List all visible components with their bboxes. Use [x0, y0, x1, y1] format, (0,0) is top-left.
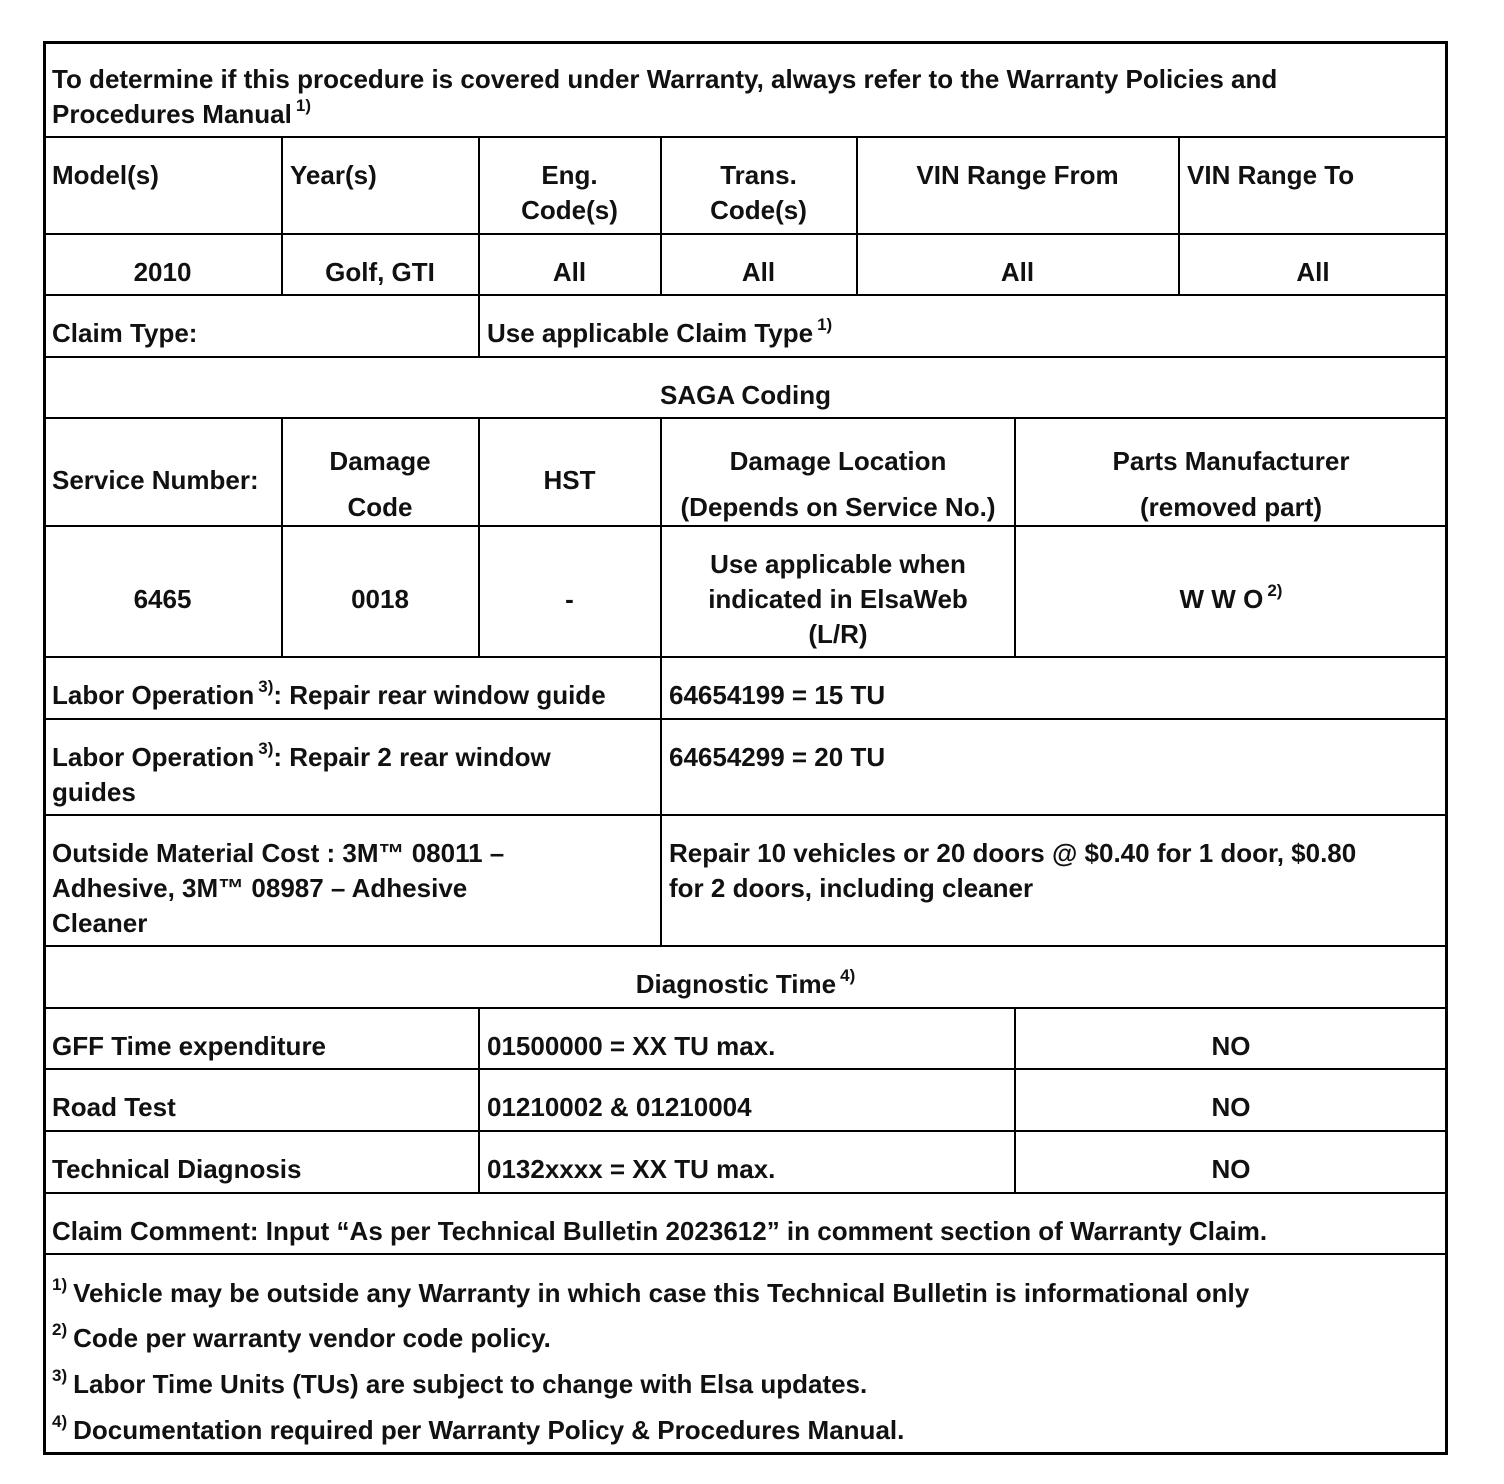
footnote-ref: 2) [1267, 581, 1283, 601]
parts-manufacturer-header: Parts Manufacturer (removed part) [1112, 446, 1350, 522]
border-top [43, 41, 1448, 44]
diagnostic-row-value: NO [1211, 1092, 1251, 1122]
labor-operation-value: 64654199 = 15 TU [669, 680, 886, 710]
vin-to-value: All [1296, 257, 1330, 287]
years-value: Golf, GTI [325, 257, 435, 287]
service-number-value: 6465 [133, 584, 192, 614]
models-header: Model(s) [52, 160, 159, 190]
row-divider [43, 814, 1448, 816]
diagnostic-row-label: Technical Diagnosis [52, 1154, 302, 1184]
row-divider [43, 356, 1448, 358]
claim-type-label: Claim Type: [52, 318, 198, 348]
footnote-mark: 4) [52, 1412, 68, 1432]
labor-operation-value: 64654299 = 20 TU [669, 742, 886, 772]
footnote-ref: 3) [258, 677, 274, 697]
eng-code-header: Eng. Code(s) [521, 160, 618, 225]
row-divider [43, 945, 1448, 947]
diagnostic-time-title: Diagnostic Time $^{4)}$ [635, 966, 856, 999]
warranty-notice-line1: To determine if this procedure is covered under Warranty, always refer to the Warranty Policies and [52, 64, 1278, 94]
row-divider [43, 136, 1448, 138]
row-divider [43, 294, 1448, 296]
footnote: $^{3)}$ Labor Time Units (TUs) are subject to change with Elsa updates. [52, 1366, 868, 1399]
row-divider [43, 1192, 1448, 1194]
vin-from-header: VIN Range From [916, 160, 1119, 190]
row-divider [43, 1130, 1448, 1132]
parts-manufacturer-value: W W O $^{2)}$ [1179, 581, 1283, 614]
footnote-ref: 1) [817, 315, 833, 335]
diagnostic-row-code: 0132xxxx = XX TU max. [487, 1154, 776, 1184]
diagnostic-row-value: NO [1211, 1031, 1251, 1061]
years-header: Year(s) [290, 160, 377, 190]
vin-from-value: All [1000, 257, 1035, 287]
row-divider [43, 233, 1448, 235]
footnote: $^{1)}$ Vehicle may be outside any Warranty in which case this Technical Bulletin is informational only [52, 1275, 1250, 1308]
claim-comment: Claim Comment: Input “As per Technical Bulletin 2023612” in comment section of Warranty Claim. [52, 1216, 1268, 1246]
footnote-ref: 4) [840, 966, 856, 986]
warranty-notice-line2: Procedures Manual $^{1)}$ [52, 96, 311, 129]
row-divider [43, 417, 1448, 419]
diagnostic-row-code: 01500000 = XX TU max. [487, 1031, 776, 1061]
diagnostic-row-label: Road Test [52, 1092, 176, 1122]
diagnostic-row-code: 01210002 & 01210004 [487, 1092, 752, 1122]
footnote-mark: 1) [52, 1275, 68, 1295]
row-divider [43, 656, 1448, 658]
service-number-header: Service Number: [52, 465, 259, 495]
hst-header: HST [543, 465, 596, 495]
trans-code-header: Trans. Code(s) [710, 160, 807, 225]
damage-location-header: Damage Location (Depends on Service No.) [680, 446, 996, 522]
footnote-mark: 3) [52, 1366, 68, 1386]
claim-type-value: Use applicable Claim Type $^{1)}$ [487, 315, 833, 348]
models-value: 2010 [133, 257, 192, 287]
vin-to-header: VIN Range To [1187, 160, 1355, 190]
damage-code-header: Damage Code [329, 446, 431, 522]
row-divider [43, 1068, 1448, 1070]
diagnostic-row-value: NO [1211, 1154, 1251, 1184]
labor-operation-label: Labor Operation $^{3)}$: Repair 2 rear window guides [52, 739, 551, 807]
eng-code-value: All [552, 257, 587, 287]
row-divider [43, 718, 1448, 720]
row-divider [43, 1007, 1448, 1009]
damage-location-value: Use applicable when indicated in ElsaWeb (L/R) [708, 549, 968, 649]
footnote: $^{2)}$ Code per warranty vendor code policy. [52, 1320, 551, 1353]
warranty-notice [43, 62, 1448, 132]
row-divider [43, 1253, 1448, 1255]
trans-code-value: All [741, 257, 776, 287]
footnote: $^{4)}$ Documentation required per Warranty Policy & Procedures Manual. [52, 1412, 905, 1445]
footnote-ref: 1) [295, 96, 311, 116]
outside-material-label: Outside Material Cost : 3M™ 08011 – Adhesive, 3M™ 08987 – Adhesive Cleaner [52, 838, 505, 938]
labor-operation-label: Labor Operation $^{3)}$: Repair rear window guide [52, 677, 606, 710]
saga-coding-title: SAGA Coding [660, 380, 831, 410]
diagnostic-row-label: GFF Time expenditure [52, 1031, 327, 1061]
footnote-mark: 2) [52, 1320, 68, 1340]
hst-value: - [565, 584, 574, 614]
footnote-ref: 3) [258, 739, 274, 759]
damage-code-value: 0018 [351, 584, 409, 614]
border-bottom [43, 1452, 1448, 1455]
outside-material-value: Repair 10 vehicles or 20 doors @ $0.40 for 1 door, $0.80 for 2 doors, including cleaner [669, 838, 1357, 903]
